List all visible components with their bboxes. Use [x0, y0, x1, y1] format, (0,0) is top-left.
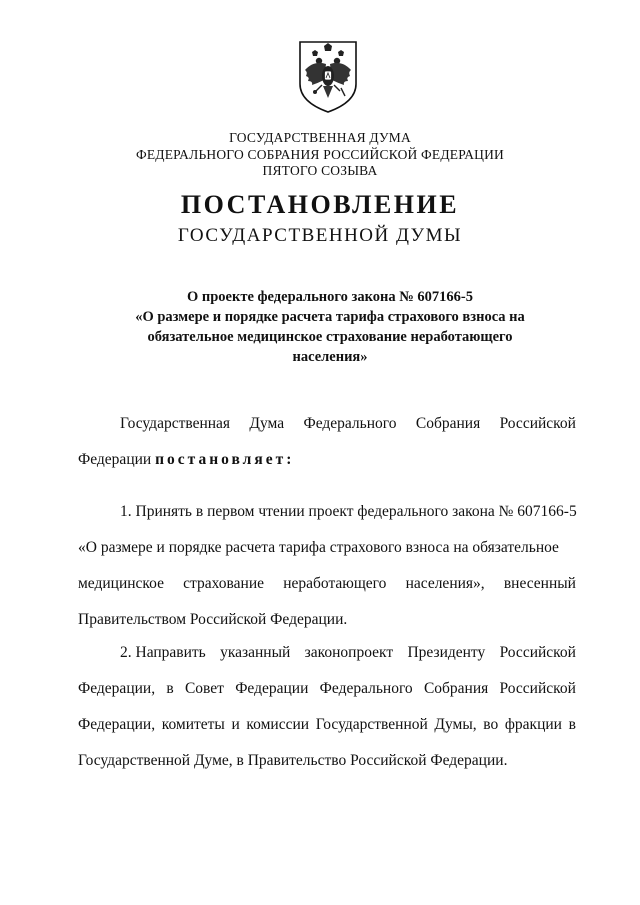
item-2-line-4: Государственной Думе, в Правительство Российской Федерации.: [78, 752, 508, 769]
preamble-text: Федерации: [78, 451, 156, 468]
document-organization-title: ГОСУДАРСТВЕННОЙ ДУМЫ: [177, 225, 463, 246]
word: медицинское: [78, 575, 164, 592]
word: указанный: [220, 644, 291, 661]
document-type-title: ПОСТАНОВЛЕНИЕ: [180, 190, 460, 219]
word: в: [568, 716, 576, 733]
item-1-line-2: «О размере и порядке расчета тарифа страхового взноса на обязательное: [78, 539, 559, 556]
subject-line-2: «О размере и порядке расчета тарифа страхового взноса на: [135, 309, 525, 325]
document-subject: [80, 287, 580, 367]
item-1-line-4: Правительством Российской Федерации.: [78, 611, 348, 628]
word: Российской: [499, 680, 576, 697]
word: комитеты: [161, 716, 225, 733]
word: Федерации: [235, 680, 309, 697]
word: Дума: [249, 415, 285, 432]
word: Федерального: [319, 680, 413, 697]
word: неработающего: [283, 575, 387, 592]
word: в: [166, 680, 174, 697]
item-2-line-3: [78, 716, 576, 734]
word: Российской: [499, 415, 576, 432]
word: внесенный: [503, 575, 576, 592]
word: Совет: [184, 680, 224, 697]
preamble-line-1: [78, 415, 576, 433]
word: населения»,: [405, 575, 485, 592]
item-2-line-2: [78, 680, 576, 698]
word: Думы,: [434, 716, 477, 733]
word: комиссии: [246, 716, 310, 733]
word: Федерации,: [78, 680, 156, 697]
preamble-line-2: [78, 451, 576, 469]
word: страхование: [183, 575, 265, 592]
word: 2. Направить: [120, 644, 206, 661]
word: Федерации,: [78, 716, 156, 733]
issuer-header: [0, 130, 640, 180]
word: Российской: [499, 644, 576, 661]
header-line-1: ГОСУДАРСТВЕННАЯ ДУМА: [229, 130, 411, 145]
item-1-line-1: 1. Принять в первом чтении проект федерального закона № 607166-5: [120, 503, 577, 520]
coat-of-arms-emblem: [296, 40, 360, 114]
subject-line-1: О проекте федерального закона № 607166-5: [186, 289, 474, 305]
header-line-3: ПЯТОГО СОЗЫВА: [262, 163, 378, 178]
subject-line-3: обязательное медицинское страхование неработающего: [147, 329, 513, 345]
item-2-line-1: [78, 644, 576, 662]
subject-line-4: населения»: [292, 349, 368, 365]
header-line-2: ФЕДЕРАЛЬНОГО СОБРАНИЯ РОССИЙСКОЙ ФЕДЕРАЦИИ: [136, 146, 504, 162]
word: Президенту: [407, 644, 486, 661]
word: Государственная: [120, 415, 231, 432]
word: фракции: [504, 716, 562, 733]
word: Федерального: [303, 415, 397, 432]
word: и: [231, 716, 240, 733]
word: Государственной: [315, 716, 428, 733]
word: законопроект: [304, 644, 394, 661]
word: Собрания: [423, 680, 489, 697]
word: Собрания: [415, 415, 481, 432]
resolution-keyword: постановляет:: [155, 451, 295, 468]
word: во: [483, 716, 499, 733]
item-1-line-3: [78, 575, 576, 593]
